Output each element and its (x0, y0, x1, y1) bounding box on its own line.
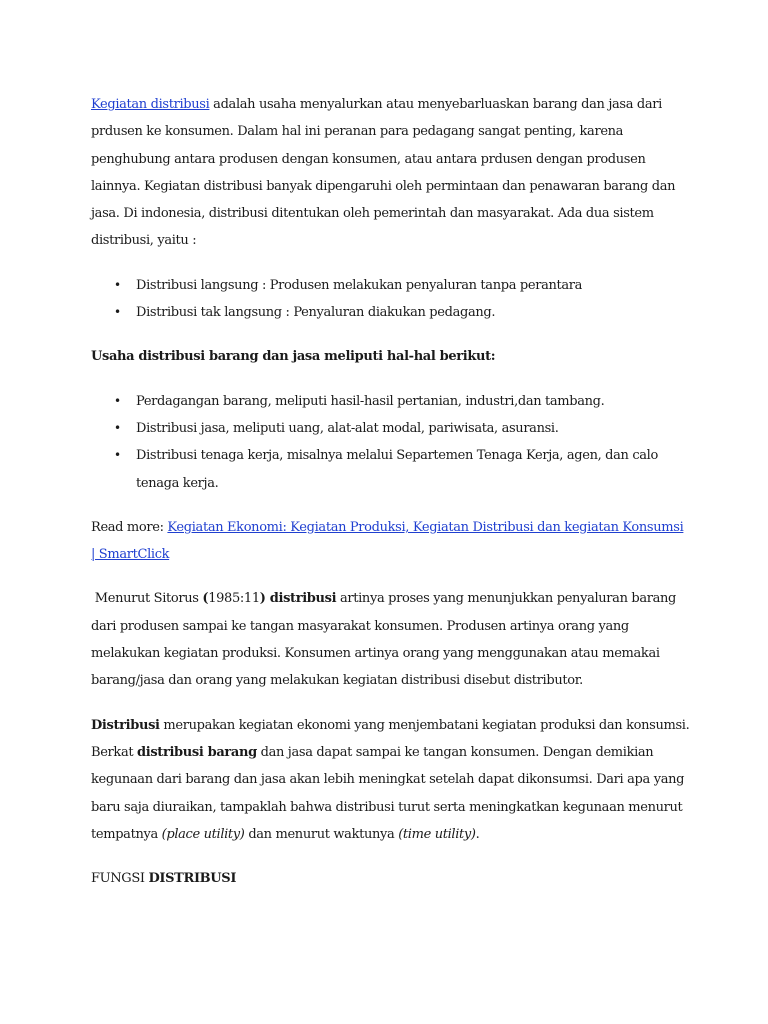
intro-paragraph (91, 91, 691, 255)
sitorus-paragraph (91, 585, 691, 694)
distribution-systems-list (91, 272, 691, 327)
definition-text-2: dan jasa dapat sampai ke tangan konsumen. Dengan demikian kegunaan dari barang dan jasa akan lebih meningkat setelah dapat dikonsumsi. Dari apa yang baru saja diuraikan, tampaklah bahwa distribusi turut serta meningkatkan kegunaan menurut tempatnya (91, 744, 685, 842)
usaha-list (91, 388, 691, 497)
document-body (91, 91, 691, 909)
fungsi-bold: DISTRIBUSI (148, 871, 237, 887)
definition-text-3: dan menurut waktunya (244, 826, 399, 842)
list-item: • Distribusi jasa, meliputi uang, alat-alat modal, pariwisata, asuransi. (136, 415, 691, 442)
citation: 1985:11 (208, 591, 260, 607)
read-more-link[interactable]: Kegiatan Ekonomi: Kegiatan Produksi, Kegiatan Distribusi dan kegiatan Konsumsi | SmartClick (91, 519, 684, 563)
fungsi-heading (91, 865, 691, 892)
usaha-heading: Usaha distribusi barang dan jasa meliputi hal-hal berikut: (91, 349, 496, 365)
definition-term-2: distribusi barang (137, 744, 257, 760)
place-utility: (place utility) (161, 826, 245, 842)
list-item: • Distribusi tenaga kerja, misalnya melalui Separtemen Tenaga Kerja, agen, dan calo tenaga kerja. (136, 442, 691, 497)
citation-close: ) (259, 591, 266, 607)
list-item: • Distribusi tak langsung : Penyaluran diakukan pedagang. (136, 299, 691, 326)
citation-open: ( (202, 591, 209, 607)
read-more-label: Read more: (91, 519, 168, 535)
time-utility: (time utility) (398, 826, 476, 842)
definition-paragraph (91, 712, 691, 848)
definition-text-1: merupakan kegiatan ekonomi yang menjembatani kegiatan produksi dan konsumsi. Berkat (91, 717, 690, 760)
fungsi-prefix: FUNGSI (91, 871, 149, 887)
intro-text: adalah usaha menyalurkan atau menyebarluaskan barang dan jasa dari prdusen ke konsumen. Dalam hal ini peranan para pedagang sangat penting, karena penghubung antara produsen dengan konsumen, atau antara prdusen dengan produsen lainnya. Kegiatan distribusi banyak dipengaruhi oleh permintaan dan penawaran barang dan jasa. Di indonesia, distribusi ditentukan oleh pemerintah dan masyarakat. Ada dua sistem distribusi, yaitu : (91, 97, 676, 249)
kegiatan-distribusi-link[interactable]: Kegiatan distribusi (91, 97, 210, 112)
sitorus-term: distribusi (265, 591, 337, 607)
definition-text-4: . (475, 826, 480, 842)
read-more-paragraph (91, 514, 691, 569)
sitorus-text: artinya proses yang menunjukkan penyaluran barang dari produsen sampai ke tangan masyarakat konsumen. Produsen artinya orang yang melakukan kegiatan produksi. Konsumen artinya orang yang menggunakan atau memakai barang/jasa dan orang yang melakukan kegiatan distribusi disebut distributor. (91, 591, 677, 689)
list-item: • Perdagangan barang, meliputi hasil-hasil pertanian, industri,dan tambang. (136, 388, 691, 415)
sitorus-lead: Menurut Sitorus (91, 591, 203, 607)
list-item: • Distribusi langsung : Produsen melakukan penyaluran tanpa perantara (136, 272, 691, 299)
definition-term: Distribusi (91, 717, 160, 733)
